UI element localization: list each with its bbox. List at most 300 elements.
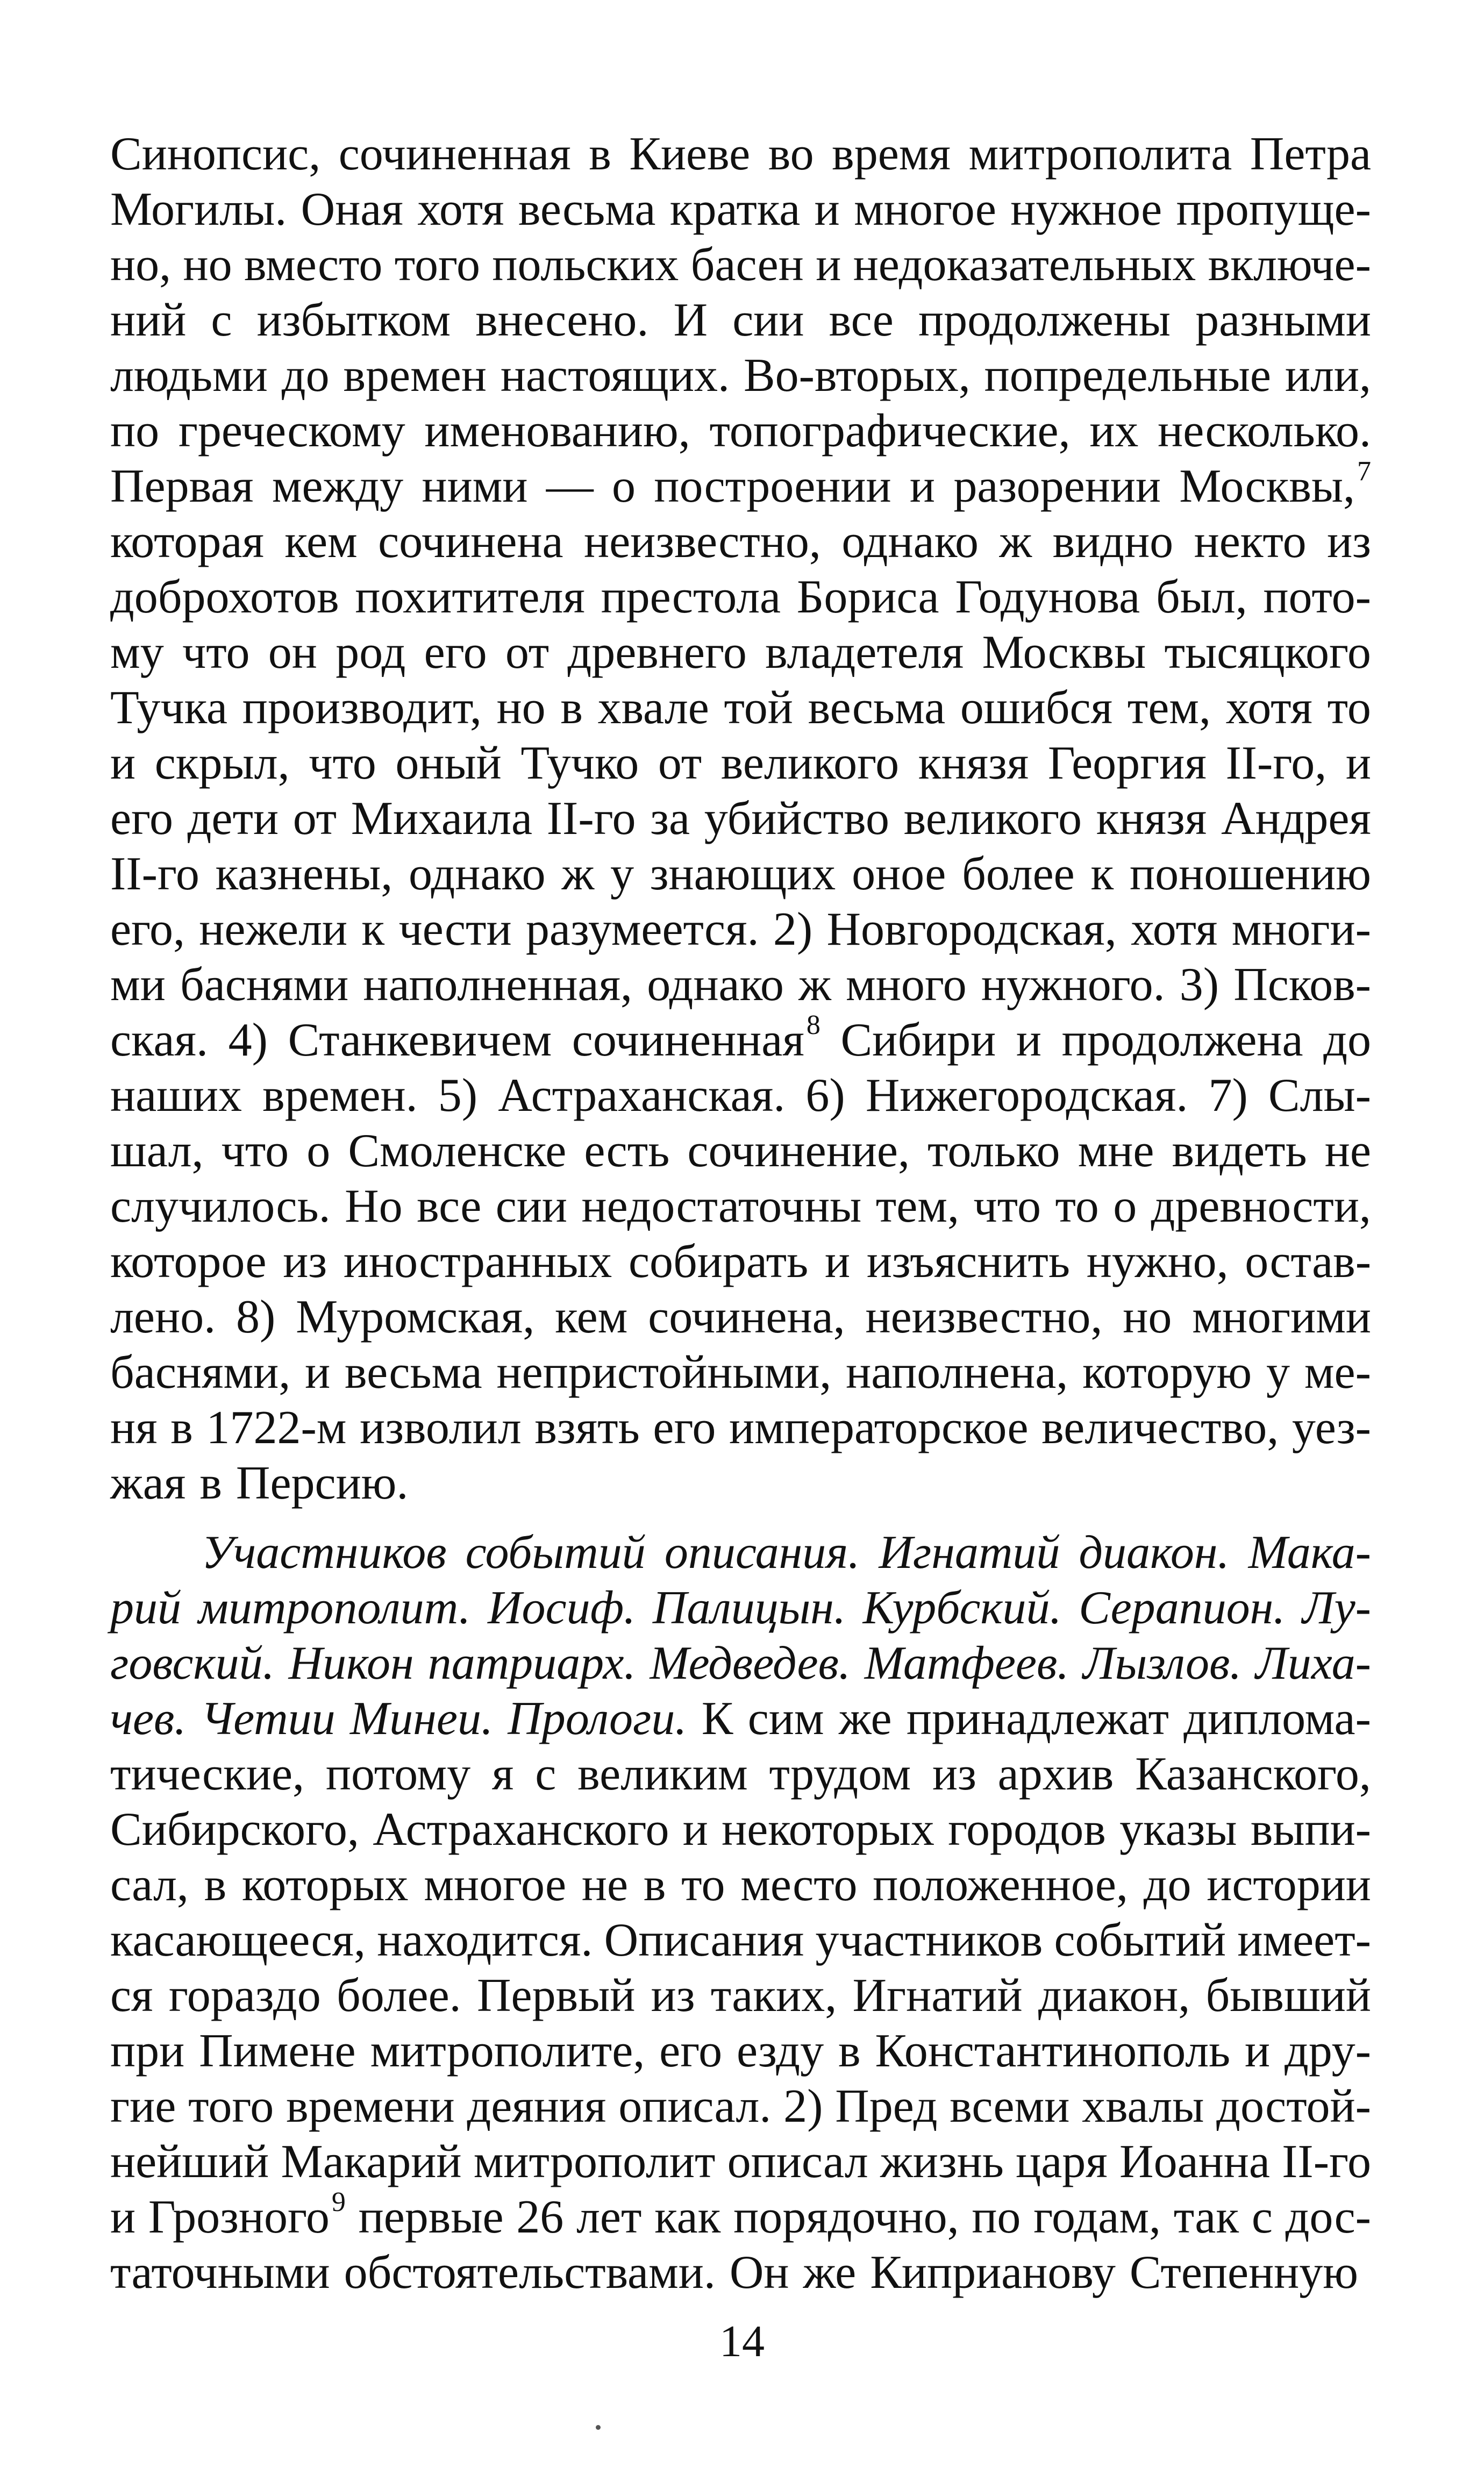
word: о — [612, 460, 636, 512]
word: Пимене — [199, 2025, 356, 2077]
page-number: 14 — [719, 2316, 765, 2366]
word: и — [110, 2191, 136, 2243]
word: лено. — [110, 1291, 216, 1343]
word: внесено. — [475, 294, 649, 346]
word: того — [188, 2080, 274, 2132]
word: продолжена — [1061, 1014, 1303, 1066]
word: знающих — [650, 848, 836, 900]
word: оный — [395, 737, 502, 789]
word: всеми — [950, 2080, 1070, 2132]
word: гораздо — [168, 1970, 321, 2022]
word: имеет- — [1237, 1914, 1371, 1966]
word: ний — [110, 294, 187, 346]
word: о — [1113, 1180, 1137, 1232]
word: Персию. — [236, 1457, 409, 1509]
word: Петра — [1250, 128, 1371, 180]
word: в — [560, 682, 583, 734]
text-line — [110, 569, 1371, 625]
word: времен — [343, 350, 487, 402]
word: нужное — [1010, 183, 1162, 236]
word: и — [682, 1803, 708, 1856]
word: уез- — [1292, 1402, 1371, 1454]
word: диакон, — [1038, 1970, 1190, 2022]
word: и — [825, 1236, 851, 1288]
word: весьма — [518, 183, 656, 236]
text-line — [110, 1802, 1371, 1857]
word: во — [768, 128, 814, 180]
word: 4) — [228, 1014, 268, 1066]
word: в — [170, 1402, 193, 1454]
word: из — [651, 1970, 695, 2022]
word: Лу- — [1302, 1582, 1371, 1634]
word: оное — [852, 848, 946, 900]
word: гие — [110, 2080, 176, 2132]
word: однако — [408, 848, 546, 900]
word: так — [1173, 2191, 1239, 2243]
word: ня — [110, 1402, 158, 1454]
word: таточными — [110, 2246, 330, 2299]
word: что — [973, 1180, 1041, 1232]
word: в — [838, 2025, 861, 2077]
word: — — [546, 460, 594, 512]
word: сочинена — [378, 516, 563, 568]
word: с — [1251, 2191, 1273, 2243]
word: Макарий — [281, 2136, 462, 2188]
word: Первый — [476, 1970, 636, 2022]
word: что — [221, 1125, 289, 1177]
word: первые — [358, 2191, 504, 2243]
word: мне — [1078, 1125, 1154, 1177]
footnote-marker: 8 — [806, 1010, 821, 1040]
word: касающееся, — [110, 1914, 366, 1966]
word: в — [589, 128, 611, 180]
word: 6) — [805, 1069, 845, 1122]
word: из — [1327, 516, 1371, 568]
word: Но — [345, 1180, 403, 1232]
word: положенное, — [873, 1859, 1128, 1911]
text-line — [110, 1123, 1371, 1179]
word: видно — [1052, 516, 1174, 568]
word: сал, — [110, 1859, 189, 1911]
word: архив — [997, 1748, 1114, 1800]
word: греческому — [178, 405, 405, 457]
word: его — [653, 1402, 716, 1454]
word: к — [1090, 848, 1114, 900]
word: продолжены — [918, 294, 1171, 346]
word: попредельные — [984, 350, 1271, 402]
word: описал. — [618, 2080, 772, 2132]
text-line — [110, 736, 1371, 791]
word: был, — [1155, 571, 1247, 623]
word: Иосиф. — [487, 1582, 636, 1634]
word: к — [361, 903, 385, 955]
word: не — [581, 1859, 629, 1911]
text-line — [110, 957, 1371, 1012]
text-line — [110, 680, 1371, 736]
word: Москвы — [982, 626, 1146, 679]
word: древнего — [567, 626, 747, 679]
word: сии — [732, 294, 804, 346]
word: или, — [1285, 350, 1371, 402]
word: деяния — [467, 2080, 607, 2132]
word: некто — [1194, 516, 1307, 568]
word: езду — [736, 2025, 824, 2077]
word: Слы- — [1268, 1069, 1371, 1122]
word: Никон — [288, 1637, 414, 1689]
word: митрополит. — [198, 1582, 471, 1634]
word: хвале — [597, 682, 709, 734]
paragraph-gap — [110, 1511, 1371, 1525]
word: диакон. — [1079, 1527, 1230, 1579]
word: баснями, — [110, 1346, 291, 1399]
text-line — [110, 1012, 1371, 1068]
word: 2) — [783, 2080, 823, 2132]
word: взять — [534, 1402, 640, 1454]
word: у — [1266, 1346, 1290, 1399]
word: между — [272, 460, 404, 512]
word: которая — [110, 516, 264, 568]
text-line — [110, 2245, 1371, 2300]
word: весьма — [808, 682, 946, 734]
text-line — [110, 126, 1371, 182]
word: и — [110, 737, 136, 789]
word: о — [306, 1125, 331, 1177]
word: Муромская, — [296, 1291, 535, 1343]
word: городов — [948, 1803, 1106, 1856]
word: Он — [729, 2246, 789, 2299]
word: польских — [492, 239, 679, 291]
word: Тучка — [110, 682, 228, 734]
text-line — [110, 1968, 1371, 2023]
word: патриарх. — [427, 1637, 636, 1689]
word: разумеется. — [525, 903, 759, 955]
word: собирать — [628, 1236, 809, 1288]
word: видеть — [1172, 1125, 1307, 1177]
word: императорское — [729, 1402, 1029, 1454]
word: его — [424, 626, 487, 679]
text-line — [110, 293, 1371, 348]
word: похитителя — [355, 571, 585, 623]
word: более. — [337, 1970, 461, 2022]
word: II-го — [546, 793, 636, 845]
word: дети — [187, 793, 279, 845]
word: от — [658, 737, 702, 789]
print-speck — [596, 2425, 601, 2430]
word: потому — [325, 1748, 471, 1800]
word: сим — [747, 1693, 824, 1745]
word: Киеве — [629, 128, 751, 180]
word: за — [650, 793, 690, 845]
word: 3) — [1179, 959, 1219, 1011]
word: 26 — [516, 2191, 564, 2243]
word: ошибся — [960, 682, 1113, 734]
word: II-го, — [1225, 737, 1327, 789]
word: Георгия — [1047, 737, 1207, 789]
word: дос- — [1285, 2191, 1371, 2243]
word: их — [1089, 405, 1139, 457]
word: неизвестно, — [583, 516, 821, 568]
word: Лиха- — [1255, 1637, 1371, 1689]
word: того — [394, 239, 480, 291]
word: изволил — [360, 1402, 522, 1454]
word: Игнатий — [852, 1970, 1023, 2022]
word: кем — [284, 516, 358, 568]
word: остав- — [1245, 1236, 1371, 1288]
word: включе- — [1208, 239, 1371, 291]
text-line — [110, 1179, 1371, 1234]
word: II-го — [1282, 2136, 1371, 2188]
word: непристойными, — [496, 1346, 832, 1399]
text-line — [110, 2134, 1371, 2189]
word: сочиненная — [338, 128, 571, 180]
paragraph-sources-regional — [110, 126, 1371, 1511]
word: и — [1245, 2025, 1271, 2077]
word: чести — [398, 903, 512, 955]
footnote-marker: 9 — [331, 2187, 346, 2217]
word: Серапион. — [1079, 1582, 1286, 1634]
word: Могилы. — [110, 183, 287, 236]
word: Станкевичем — [288, 1014, 552, 1066]
word: с — [535, 1748, 556, 1800]
word: Описания — [604, 1914, 804, 1966]
word: неизвестно, — [865, 1291, 1103, 1343]
word: лет — [576, 2191, 642, 2243]
word: которую — [1082, 1346, 1252, 1399]
word: тем, — [1127, 682, 1211, 734]
word: 8) — [236, 1291, 276, 1343]
text-line — [110, 791, 1371, 846]
word: случилось. — [110, 1180, 331, 1232]
word: митрополита — [968, 128, 1232, 180]
word: Лызлов. — [1083, 1637, 1242, 1689]
text-line — [110, 1746, 1371, 1802]
word: великим — [577, 1748, 748, 1800]
text-line — [110, 237, 1371, 293]
word: некоторых — [722, 1803, 934, 1856]
word: тические, — [110, 1748, 305, 1800]
word: все — [417, 1180, 482, 1232]
word: величество, — [1041, 1402, 1279, 1454]
word: Годунова — [955, 571, 1140, 623]
text-line — [110, 456, 1371, 514]
word: сочиненная$^8$ — [572, 1010, 821, 1066]
text-line — [110, 1913, 1371, 1968]
word: бывший — [1205, 1970, 1371, 2022]
word: но — [496, 682, 546, 734]
word: от — [505, 626, 550, 679]
word: сочинение, — [687, 1125, 910, 1177]
word: Новгородская, — [826, 903, 1117, 955]
word: недоказательных — [853, 239, 1196, 291]
word: Псков- — [1233, 959, 1371, 1011]
word: только — [928, 1125, 1060, 1177]
word: обстоятельствами. — [344, 2246, 716, 2299]
word: Астраханского — [373, 1803, 669, 1856]
word: владетеля — [765, 626, 964, 679]
word: рий — [110, 1582, 181, 1634]
word: кратка — [669, 183, 801, 236]
word: Синопсис, — [110, 128, 321, 180]
word: то — [1055, 1180, 1099, 1232]
word: годам, — [1033, 2191, 1161, 2243]
word: 2) — [773, 903, 813, 955]
word: более — [962, 848, 1075, 900]
word: однако — [647, 959, 784, 1011]
word: пото- — [1263, 571, 1371, 623]
word: у — [610, 848, 634, 900]
word: Грозного$^9$ — [148, 2187, 346, 2243]
text-line — [110, 1691, 1371, 1746]
word: истории — [1207, 1859, 1371, 1911]
word: Медведев. — [650, 1637, 851, 1689]
word: ская. — [110, 1014, 209, 1066]
text-line — [110, 1580, 1371, 1636]
word: и — [1345, 737, 1371, 789]
word: нужно, — [1086, 1236, 1229, 1288]
word: и — [305, 1346, 331, 1399]
word: ся — [110, 1970, 153, 2022]
word: я — [491, 1748, 514, 1800]
word: от — [292, 793, 337, 845]
word: род — [336, 626, 406, 679]
word: Палицын. — [652, 1582, 846, 1634]
word: ж — [999, 516, 1032, 568]
word: ними — [422, 460, 528, 512]
word: достой- — [1216, 2080, 1371, 2132]
word: шал, — [110, 1125, 204, 1177]
word: говский. — [110, 1637, 275, 1689]
word: в — [199, 1457, 222, 1509]
word: до — [281, 350, 330, 402]
word: хотя — [417, 183, 504, 236]
word: он — [268, 626, 317, 679]
word: И — [673, 294, 708, 346]
word: Михаила — [351, 793, 533, 845]
word: но — [1123, 1291, 1172, 1343]
word: его — [110, 793, 173, 845]
word: Бориса — [796, 571, 939, 623]
word: однако — [841, 516, 979, 568]
word: вместо — [244, 239, 383, 291]
word: есть — [584, 1125, 670, 1177]
word: царя — [1016, 2136, 1108, 2188]
word: нежели — [199, 903, 348, 955]
word: митрополит — [473, 2136, 716, 2188]
word: многими — [1192, 1291, 1371, 1343]
word: его — [659, 2025, 723, 2077]
word: казнены, — [215, 848, 393, 900]
word: но — [183, 239, 232, 291]
word: находится. — [377, 1914, 593, 1966]
word: Сибирского, — [110, 1803, 359, 1856]
word: К — [701, 1693, 733, 1745]
word: 5) — [438, 1069, 478, 1122]
word: его, — [110, 903, 185, 955]
word: Смоленске — [348, 1125, 567, 1177]
text-line — [110, 902, 1371, 957]
word: наполнена, — [846, 1346, 1068, 1399]
word: все — [829, 294, 894, 346]
word: Андрея — [1221, 793, 1371, 845]
word: наполненная, — [363, 959, 633, 1011]
word: жая — [110, 1457, 186, 1509]
text-line — [110, 1400, 1371, 1456]
word: построении — [654, 460, 891, 512]
word: иностранных — [343, 1236, 612, 1288]
word: по — [110, 405, 160, 457]
word: в — [204, 1859, 227, 1911]
word: Минеи. — [349, 1693, 493, 1745]
word: басен — [690, 239, 804, 291]
word: Первая — [110, 460, 254, 512]
word: князя — [918, 737, 1029, 789]
word: которых — [241, 1859, 409, 1911]
word: Киприанову — [870, 2246, 1116, 2299]
word: до — [1323, 1014, 1371, 1066]
word: Астраханская. — [498, 1069, 786, 1122]
word: той — [724, 682, 793, 734]
word: времен. — [262, 1069, 418, 1122]
word: по — [972, 2191, 1021, 2243]
word: многи- — [1231, 903, 1371, 955]
text-line — [110, 1525, 1371, 1580]
word: Нижегородская. — [865, 1069, 1188, 1122]
word: ж — [798, 959, 831, 1011]
word: дру- — [1285, 2025, 1371, 2077]
word: престола — [601, 571, 781, 623]
text-line — [110, 2189, 1371, 2245]
word: изъяснить — [866, 1236, 1070, 1288]
word: поношению — [1130, 848, 1371, 900]
word: принадлежат — [906, 1693, 1169, 1745]
word: нейший — [110, 2136, 269, 2188]
word: II-го — [110, 848, 199, 900]
word: что — [182, 626, 250, 679]
word: Курбский. — [862, 1582, 1062, 1634]
paragraph-participants-accounts — [110, 1525, 1371, 2300]
word: событий — [465, 1527, 646, 1579]
word: Оная — [301, 183, 403, 236]
word: в — [643, 1859, 666, 1911]
word: и — [1016, 1014, 1041, 1066]
word: хотя — [1225, 682, 1312, 734]
word: топографические, — [709, 405, 1071, 457]
word: времени — [286, 2080, 455, 2132]
word: многое — [424, 1859, 567, 1911]
word: описал — [727, 2136, 868, 2188]
word: Участников — [202, 1527, 447, 1579]
word: 1722-м — [206, 1402, 347, 1454]
word: убийство — [704, 793, 890, 845]
word: избытком — [256, 294, 451, 346]
word: несколько. — [1158, 405, 1371, 457]
word: жизнь — [880, 2136, 1004, 2188]
text-line — [110, 403, 1371, 459]
word: трудом — [769, 1748, 911, 1800]
word: место — [740, 1859, 858, 1911]
word: Константинополь — [875, 2025, 1231, 2077]
word: пропуще- — [1176, 183, 1371, 236]
word: скрыл, — [154, 737, 290, 789]
word: разными — [1195, 294, 1371, 346]
word: Матфеев. — [864, 1637, 1069, 1689]
word: Пред — [835, 2080, 938, 2132]
word: ми — [110, 959, 166, 1011]
word: ме- — [1304, 1346, 1371, 1399]
word: выпи- — [1250, 1803, 1371, 1856]
word: разорении — [953, 460, 1161, 512]
word: людьми — [110, 350, 268, 402]
